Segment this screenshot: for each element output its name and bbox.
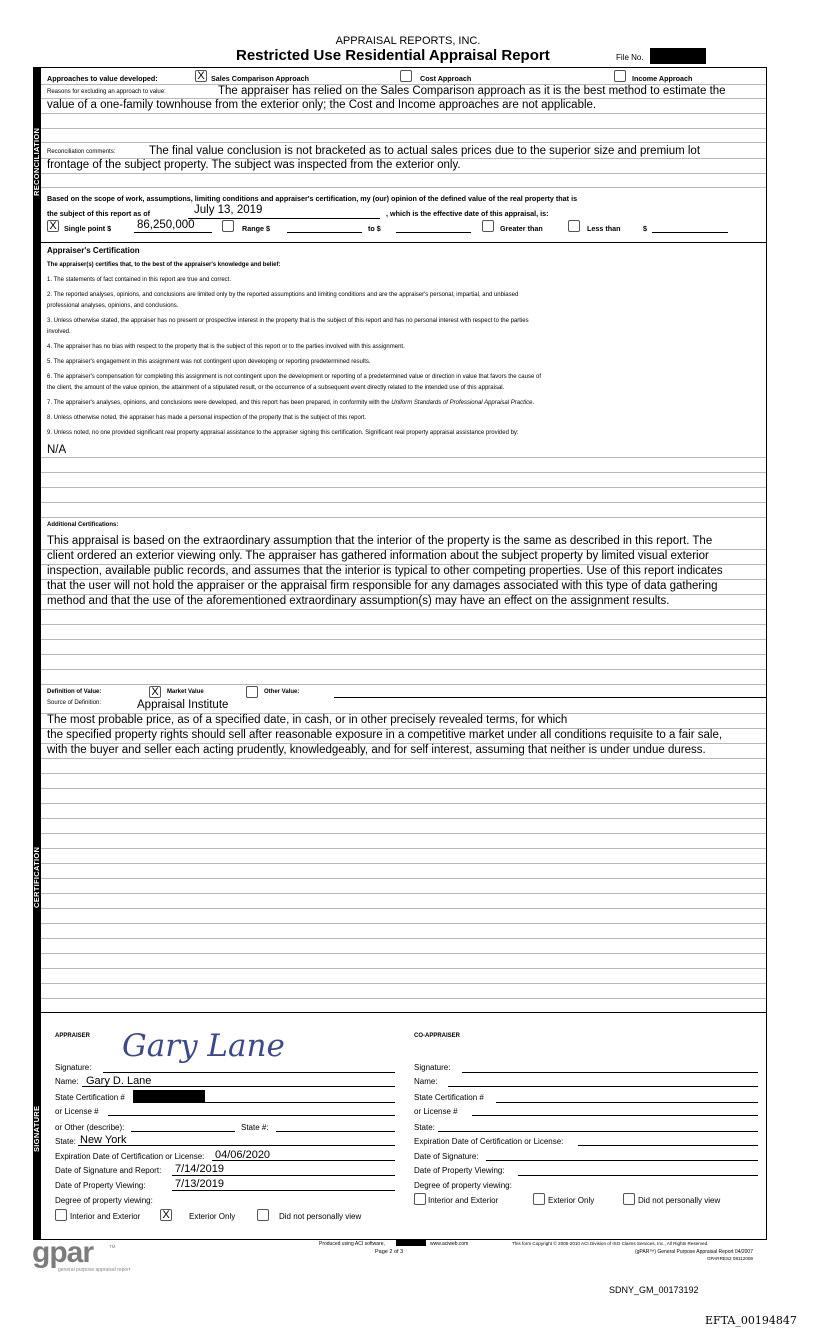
source-of-definition-label: Source of Definition: [47, 700, 102, 706]
state-label: State: [55, 1137, 76, 1146]
sales-approach-checkbox[interactable]: X [195, 70, 207, 82]
produced-using: Produced using ACI software, [319, 1241, 385, 1247]
reasons-label: Reasons for excluding an approach to value: [47, 89, 166, 95]
gpar-logo-subtitle: general purpose appraisal report [58, 1267, 131, 1273]
other-value-label: Other Value: [264, 689, 300, 695]
single-point-label: Single point $ [64, 224, 112, 233]
appraiser-name-value: Gary D. Lane [86, 1075, 152, 1087]
aci-website: www.aciweb.com [430, 1241, 469, 1247]
co-not-viewed-label: Did not personally view [638, 1196, 721, 1205]
appraiser-signature-label: Signature: [55, 1063, 92, 1072]
cert-item-8: 8. Unless otherwise noted, the appraiser has made a personal inspection of the property that is the subject of this report. [47, 415, 367, 421]
less-than-checkbox[interactable] [568, 220, 580, 232]
co-expiration-label: Expiration Date of Certification or License: [414, 1137, 564, 1146]
reasons-text-1: The appraiser has relied on the Sales Comparison approach as it is the best method to estimate the [218, 85, 726, 97]
market-value-checkbox[interactable]: X [149, 686, 161, 698]
date-signature-report-label: Date of Signature and Report: [55, 1166, 162, 1175]
cost-approach-checkbox[interactable] [400, 70, 412, 82]
expiration-value: 04/06/2020 [215, 1149, 271, 1161]
file-no-label: File No. [616, 53, 644, 62]
additional-cert-heading: Additional Certifications: [47, 522, 119, 528]
effective-date: July 13, 2019 [194, 204, 263, 216]
cert-item-7: 7. The appraiser's analyses, opinions, and conclusions were developed, and this report has been prepared, in conformity with the Uniform Standards of Professional Appraisal Practice. [47, 400, 535, 406]
market-value-label: Market Value [167, 689, 204, 695]
appraiser-name-label: Name: [55, 1077, 79, 1086]
co-exterior-only-checkbox[interactable] [533, 1193, 545, 1205]
reconciliation-comments-label: Reconciliation comments: [47, 149, 116, 155]
less-than-label: Less than [587, 224, 621, 233]
company-name: APPRAISAL REPORTS, INC. [335, 35, 481, 47]
redaction-software [396, 1240, 426, 1246]
income-approach-checkbox[interactable] [614, 70, 626, 82]
certification-intro: The appraiser(s) certifies that, to the best of the appraiser's knowledge and belief: [47, 262, 281, 268]
efta-number: EFTA_00194847 [705, 1314, 797, 1327]
handwritten-signature: Gary Lane [122, 1028, 285, 1064]
reconciliation-comments-2: frontage of the subject property. The subject was inspected from the exterior only. [47, 159, 461, 171]
report-title: Restricted Use Residential Appraisal Report [236, 47, 550, 64]
co-exterior-only-label: Exterior Only [548, 1196, 595, 1205]
assistance-value: N/A [47, 444, 67, 456]
cert-item-5: 5. The appraiser's engagement in this assignment was not contingent upon developing or reporting predetermined results. [47, 359, 371, 365]
redaction-file-no [650, 48, 706, 64]
page-number: Page 2 of 3 [375, 1249, 404, 1255]
certification-sidebar: CERTIFICATION [33, 242, 41, 1012]
cert-item-9: 9. Unless noted, no one provided significant real property appraisal assistance to the appraiser signing this certification. Significant real property appraisal assistance provided by: [47, 430, 519, 436]
additional-cert-5: method and that the use of the aforementioned extraordinary assumption(s) may have an effect on the assignment results. [47, 595, 670, 607]
interior-exterior-label: Interior and Exterior [70, 1212, 141, 1221]
cert-item-2a: 2. The reported analyses, opinions, and conclusions are limited only by the reported assumptions and limiting conditions and are the appraiser's personal, impartial, and unbiased [47, 292, 519, 298]
cost-approach-label: Cost Approach [420, 74, 472, 83]
co-state-label: State: [414, 1123, 435, 1132]
scope-statement: Based on the scope of work, assumptions, limiting conditions and appraiser's certification, my (our) opinion of the defined value of the real property that is [47, 194, 578, 203]
cert-item-6b: the client, the amount of the value opinion, the attainment of a stipulated result, or the occurrence of a subsequent event directly related to the intended use of this appraisal. [47, 385, 505, 391]
cert-item-3a: 3. Unless otherwise stated, the appraiser has no present or prospective interest in the property that is the subject of this report and has no personal interest with respect to the parties [47, 318, 529, 324]
range-label: Range $ [242, 224, 270, 233]
co-interior-exterior-label: Interior and Exterior [428, 1196, 499, 1205]
additional-cert-4: that the user will not hold the appraiser or the appraisal firm responsible for any damages associated with this type of data gathering [47, 580, 718, 592]
reasons-text-2: value of a one-family townhouse from the exterior only; the Cost and Income approaches are not applicable. [47, 99, 597, 111]
co-name-label: Name: [414, 1077, 438, 1086]
not-personally-viewed-checkbox[interactable] [257, 1209, 269, 1221]
copyright: This form Copyright © 2005-2010 ACI Division of ISO Claims Services, Inc., All Rights Reserved. [512, 1241, 709, 1246]
appraiser-heading: APPRAISER [55, 1033, 91, 1039]
definition-text-2: the specified property rights should sell after reasonable exposure in a competitive market under all conditions requisite to a fair sale, [47, 729, 723, 741]
form-code: GPARRES2 08112008 [706, 1256, 753, 1261]
greater-than-checkbox[interactable] [482, 220, 494, 232]
cert-item-4: 4. The appraiser has no bias with respect to the property that is the subject of this report or to the parties involved with this assignment. [47, 344, 405, 350]
co-not-viewed-checkbox[interactable] [623, 1193, 635, 1205]
exterior-only-label: Exterior Only [189, 1212, 236, 1221]
bates-number: SDNY_GM_00173192 [609, 1285, 699, 1295]
source-of-definition-value: Appraisal Institute [137, 699, 229, 711]
greater-than-label: Greater than [500, 224, 543, 233]
license-label: or License # [55, 1107, 99, 1116]
state-certification-label: State Certification # [55, 1093, 125, 1102]
additional-cert-1: This appraisal is based on the extraordinary assumption that the interior of the property is the same as described in this report. The [47, 535, 713, 547]
state-value: New York [80, 1134, 127, 1146]
state-number-label: State #: [241, 1123, 269, 1132]
single-point-value: 86,250,000 [137, 219, 195, 231]
cert-item-1: 1. The statements of fact contained in this report are true and correct. [47, 277, 231, 283]
co-degree-viewing-label: Degree of property viewing: [414, 1181, 512, 1190]
sales-approach-label: Sales Comparison Approach [211, 74, 309, 83]
reconciliation-sidebar: RECONCILIATION [33, 68, 41, 242]
less-than-dollar: $ [643, 224, 647, 233]
approaches-label: Approaches to value developed: [47, 74, 158, 83]
interior-exterior-checkbox[interactable] [55, 1209, 67, 1221]
other-value-checkbox[interactable] [246, 686, 258, 698]
to-label: to $ [368, 224, 381, 233]
signature-sidebar: SIGNATURE [33, 1012, 41, 1239]
definition-text-3: with the buyer and seller each acting prudently, knowledgeably, and for self interest, assuming that neither is under undue duress. [47, 744, 706, 756]
cert-item-6a: 6. The appraiser's compensation for completing this assignment is not contingent upon the development or reporting of a predetermined value or direction in value that favors the cause of [47, 374, 541, 380]
co-interior-exterior-checkbox[interactable] [414, 1193, 426, 1205]
co-date-viewing-label: Date of Property Viewing: [414, 1166, 505, 1175]
gpar-logo-tm: TM [109, 1244, 116, 1249]
definition-of-value-label: Definition of Value: [47, 689, 102, 695]
exterior-only-checkbox[interactable]: X [160, 1209, 172, 1221]
other-describe-label: or Other (describe): [55, 1123, 125, 1132]
certification-heading: Appraiser's Certification [47, 246, 140, 255]
date-signature-report-value: 7/14/2019 [175, 1163, 224, 1175]
not-personally-viewed-label: Did not personally view [279, 1212, 362, 1221]
reconciliation-comments-1: The final value conclusion is not bracketed as to actual sales prices due to the superior size and premium lot [149, 145, 701, 157]
additional-cert-2: client ordered an exterior viewing only. The appraiser has gathered information about the subject property by limited visual exterior [47, 550, 709, 562]
expiration-label: Expiration Date of Certification or License: [55, 1152, 205, 1161]
cert-item-2b: professional analyses, opinions, and conclusions. [47, 303, 179, 309]
scope-tail: , which is the effective date of this appraisal, is: [386, 209, 549, 218]
co-date-signature-label: Date of Signature: [414, 1152, 479, 1161]
date-viewing-label: Date of Property Viewing: [55, 1181, 146, 1190]
gpar-logo: gpar [32, 1236, 94, 1269]
degree-viewing-label: Degree of property viewing: [55, 1196, 153, 1205]
range-checkbox[interactable] [222, 220, 234, 232]
redaction-certification [133, 1090, 205, 1102]
additional-cert-3: inspection, available public records, and assumes that the interior is typical to other competing properties. Use of this report indicates [47, 565, 723, 577]
scope-as-of: the subject of this report as of [47, 209, 151, 218]
co-signature-label: Signature: [414, 1063, 451, 1072]
definition-text-1: The most probable price, as of a specified date, in cash, or in other precisely revealed terms, for which [47, 714, 568, 726]
co-appraiser-heading: CO-APPRAISER [414, 1033, 461, 1039]
cert-item-3b: involved. [47, 329, 71, 335]
co-license-label: or License # [414, 1107, 458, 1116]
co-state-cert-label: State Certification # [414, 1093, 484, 1102]
single-point-checkbox[interactable]: X [47, 220, 59, 232]
form-name: (gPAR™) General Purpose Appraisal Report 04/2007 [634, 1249, 753, 1255]
date-viewing-value: 7/13/2019 [175, 1178, 224, 1190]
income-approach-label: Income Approach [632, 74, 693, 83]
